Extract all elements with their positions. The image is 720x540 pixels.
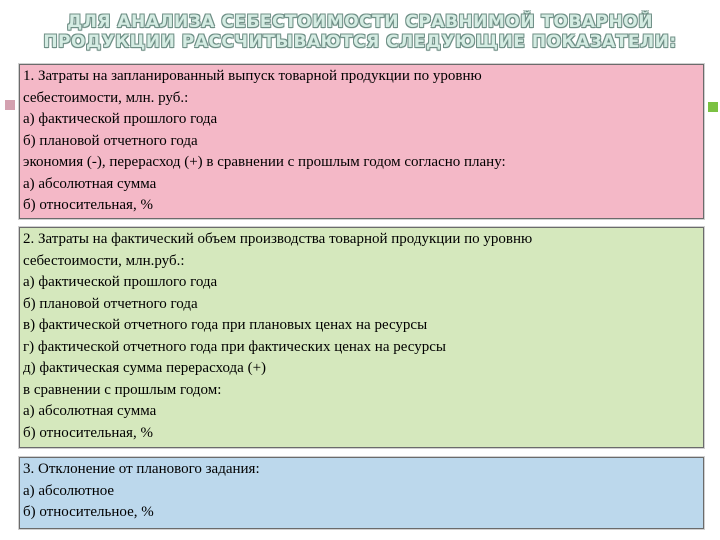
box1-line: б) плановой отчетного года — [23, 132, 198, 149]
box2-line: в) фактической отчетного года при плановых ценах на ресурсы — [23, 317, 428, 333]
box1-line: а) фактической прошлого года — [23, 111, 218, 127]
box2-line: д) фактическая сумма перерасхода (+) — [23, 360, 267, 376]
title-line-2: ПРОДУКЦИИ РАССЧИТЫВАЮТСЯ СЛЕДУЮЩИЕ ПОКАЗАТЕЛИ: — [43, 32, 677, 52]
box1-line: а) абсолютная сумма — [23, 175, 157, 192]
box2-line: а) фактической прошлого года — [23, 274, 218, 290]
box1-line: себестоимости, млн. руб.: — [23, 89, 189, 106]
decorative-marker-right — [708, 102, 718, 112]
box2-line: себестоимости, млн.руб.: — [23, 252, 185, 269]
box2-line: г) фактической отчетного года при фактических ценах на ресурсы — [23, 338, 446, 355]
title-line-1: ДЛЯ АНАЛИЗА СЕБЕСТОИМОСТИ СРАВНИМОЙ ТОВАРНОЙ — [67, 12, 653, 32]
box2-line: а) абсолютная сумма — [23, 403, 157, 419]
box2-line: б) относительная, % — [23, 424, 153, 441]
box1-line: экономия (-), перерасход (+) в сравнении с прошлым годом согласно плану: — [23, 154, 506, 170]
box2-line: б) плановой отчетного года — [23, 295, 198, 312]
decorative-marker-left — [5, 100, 15, 110]
indicator-box-3 — [19, 457, 704, 529]
box1-line: б) относительная, % — [23, 197, 153, 213]
box2-line: в сравнении с прошлым годом: — [23, 381, 222, 398]
indicator-box-2 — [19, 227, 704, 448]
box3-line: а) абсолютное — [23, 482, 115, 499]
indicator-box-1 — [19, 64, 704, 219]
box3-line: 3. Отклонение от планового задания: — [23, 461, 260, 477]
box3-line: б) относительное, % — [23, 504, 154, 520]
page-title — [20, 12, 700, 52]
box2-line: 2. Затраты на фактический объем производства товарной продукции по уровню — [23, 231, 533, 247]
box1-line: 1. Затраты на запланированный выпуск товарной продукции по уровню — [23, 68, 482, 84]
